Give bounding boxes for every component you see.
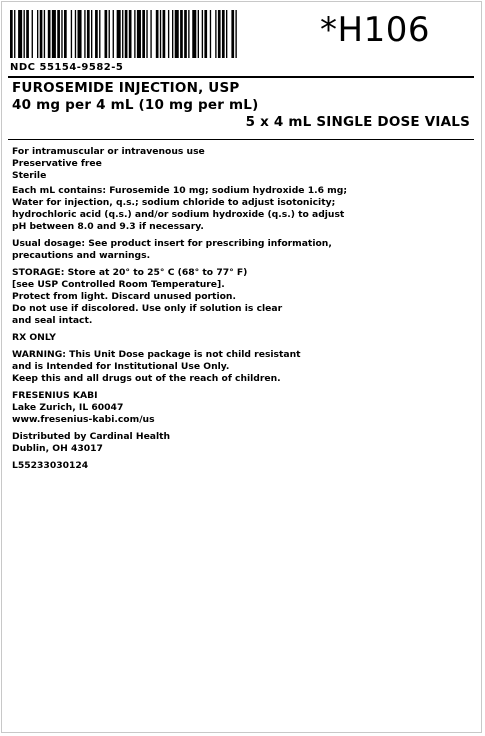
manufacturer-line: Lake Zurich, IL 60047 [12,402,124,413]
dosage-line: Usual dosage: See product insert for prescribing information, [12,238,332,249]
manufacturer-line: www.fresenius-kabi.com/us [12,414,155,425]
storage-line: Do not use if discolored. Use only if solution is clear [12,303,283,314]
package-description: 5 x 4 mL SINGLE DOSE VIALS [245,114,470,130]
composition-line: hydrochloric acid (q.s.) and/or sodium hydroxide (q.s.) to adjust [12,209,345,220]
drug-label [1,1,482,733]
barcode-image [10,10,300,58]
distributor-line: Distributed by Cardinal Health [12,431,171,442]
dosage-line: precautions and warnings. [12,250,151,261]
storage-line: and seal intact. [12,315,93,326]
storage-line: STORAGE: Store at 20° to 25° C (68° to 77° F) [12,267,248,278]
storage-line: [see USP Controlled Room Temperature]. [12,279,225,290]
composition-line: pH between 8.0 and 9.3 if necessary. [12,221,204,232]
label-body [12,146,474,472]
rx-only: RX ONLY [12,332,56,343]
route-line: For intramuscular or intravenous use [12,146,205,157]
ndc-number: NDC 55154-9582-5 [10,62,124,73]
product-strength: 40 mg per 4 mL (10 mg per mL) [12,97,259,113]
route-line: Sterile [12,170,47,181]
product-title-block [12,80,472,131]
warning-line: Keep this and all drugs out of the reach of children. [12,373,281,384]
composition-line: Water for injection, q.s.; sodium chloride to adjust isotonicity; [12,197,336,208]
label-code: L55233030124 [12,460,89,471]
manufacturer-line: FRESENIUS KABI [12,390,98,401]
distributor-line: Dublin, OH 43017 [12,443,103,454]
lot-code: *H106 [320,10,430,50]
storage-line: Protect from light. Discard unused portion. [12,291,236,302]
warning-line: WARNING: This Unit Dose package is not child resistant [12,349,301,360]
route-line: Preservative free [12,158,102,169]
product-name: FUROSEMIDE INJECTION, USP [12,80,240,96]
divider-bottom [8,139,474,140]
composition-line: Each mL contains: Furosemide 10 mg; sodium hydroxide 1.6 mg; [12,185,347,196]
divider-top [8,76,474,78]
warning-line: and is Intended for Institutional Use Only. [12,361,230,372]
